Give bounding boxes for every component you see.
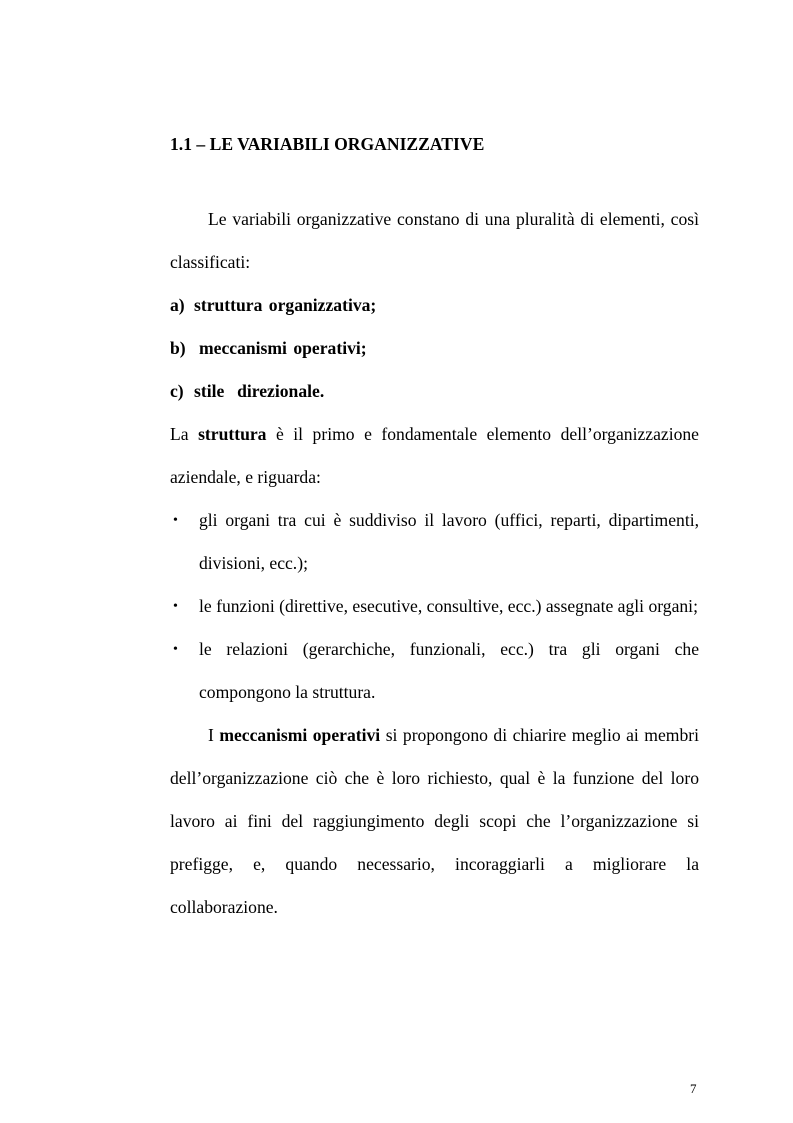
variable-item-b	[170, 327, 699, 370]
structure-term: struttura	[198, 424, 267, 444]
structure-text: è il primo e fondamentale elemento dell’organizzazione aziendale, e riguarda:	[170, 424, 699, 487]
variable-item-c	[170, 370, 699, 413]
mechanisms-text: si propongono di chiarire meglio ai membri dell’organizzazione ciò che è loro richiesto, qual è la funzione del loro lavoro ai fini del raggiungimento degli scopi che l’organizzazione si prefigge, e, quando necessario, incoraggiarli a migliorare la collaborazione.	[170, 725, 699, 917]
section-heading: 1.1 – LE VARIABILI ORGANIZZATIVE	[170, 134, 485, 154]
bullet-item	[170, 628, 699, 714]
bullet-item	[170, 585, 699, 628]
structure-bullets	[170, 499, 699, 714]
variables-list	[170, 284, 699, 413]
bullet-icon: •	[173, 513, 178, 528]
variable-item-a	[170, 284, 699, 327]
variable-marker: a)	[170, 295, 185, 315]
mechanisms-paragraph	[170, 714, 699, 929]
bullet-text: le relazioni (gerarchiche, funzionali, ecc.) tra gli organi che compongono la struttura.	[199, 639, 699, 702]
variable-marker: b)	[170, 338, 186, 358]
variable-marker: c)	[170, 381, 184, 401]
intro-paragraph: Le variabili organizzative constano di una pluralità di elementi, così classificati:	[170, 209, 699, 272]
bullet-text: le funzioni (direttive, esecutive, consultive, ecc.) assegnate agli organi;	[199, 596, 698, 616]
bullet-text: gli organi tra cui è suddiviso il lavoro (uffici, reparti, dipartimenti, divisioni, ecc.);	[199, 510, 699, 573]
bullet-item	[170, 499, 699, 585]
mechanisms-term: meccanismi operativi	[219, 725, 381, 745]
variable-label: meccanismi operativi;	[199, 338, 367, 358]
page-content	[170, 133, 699, 929]
page-number: 7	[690, 1081, 697, 1096]
structure-paragraph	[170, 413, 699, 499]
structure-lead: La	[170, 424, 189, 444]
variable-label: struttura organizzativa;	[194, 295, 377, 315]
bullet-icon: •	[173, 599, 178, 614]
bullet-icon: •	[173, 642, 178, 657]
variable-label: stile direzionale.	[194, 381, 325, 401]
mechanisms-lead: I	[208, 725, 214, 745]
